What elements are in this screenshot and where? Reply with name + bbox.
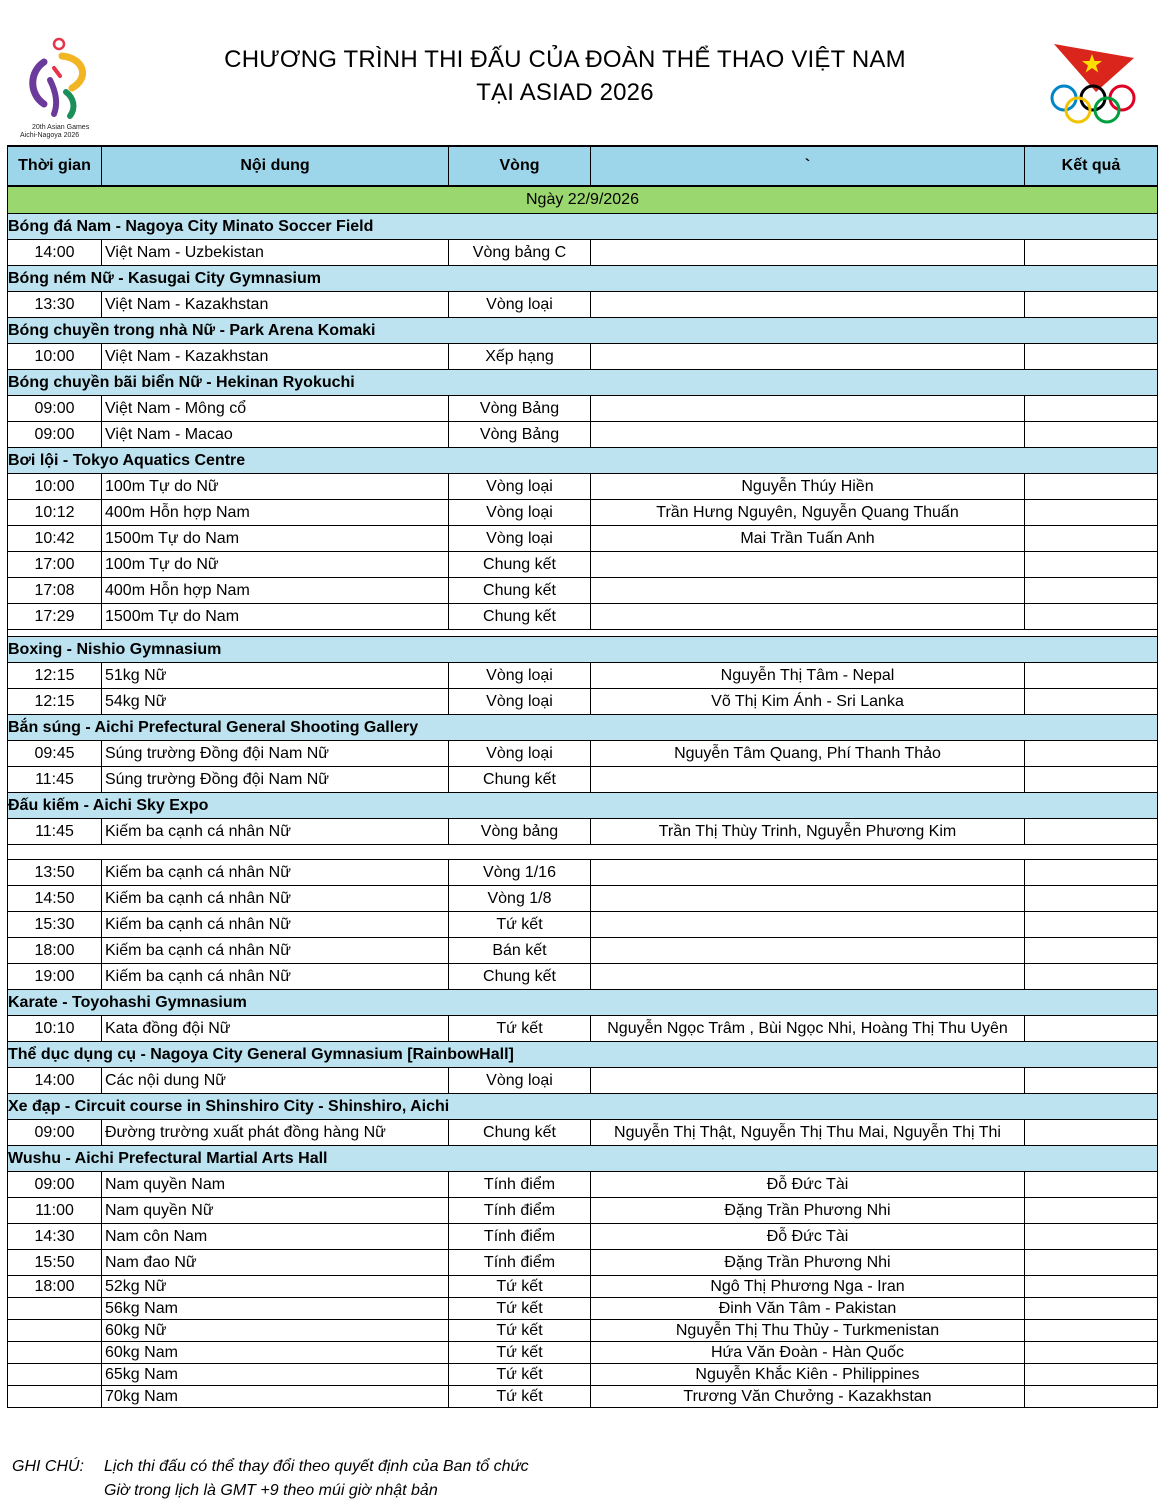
cell-athletes <box>591 552 1025 578</box>
cell-time: 09:00 <box>8 396 102 422</box>
cell-content: Kiếm ba cạnh cá nhân Nữ <box>102 938 449 964</box>
cell-athletes: Nguyễn Tâm Quang, Phí Thanh Thảo <box>591 741 1025 767</box>
cell-athletes <box>591 396 1025 422</box>
table-row <box>8 552 1158 578</box>
cell-content: Việt Nam - Kazakhstan <box>102 292 449 318</box>
section-header <box>8 793 1158 819</box>
table-row <box>8 422 1158 448</box>
cell-round: Vòng bảng <box>449 819 591 845</box>
cell-round: Vòng Bảng <box>449 396 591 422</box>
cell-result <box>1025 1172 1158 1198</box>
cell-round: Chung kết <box>449 578 591 604</box>
cell-result <box>1025 689 1158 715</box>
table-row <box>8 767 1158 793</box>
table-row <box>8 1172 1158 1198</box>
section-header <box>8 1146 1158 1172</box>
table-row <box>8 1364 1158 1386</box>
cell-athletes: Nguyễn Ngọc Trâm , Bùi Ngọc Nhi, Hoàng Thị Thu Uyên <box>591 1016 1025 1042</box>
cell-athletes: Hứa Văn Đoàn - Hàn Quốc <box>591 1342 1025 1364</box>
cell-athletes: Trương Văn Chưởng - Kazakhstan <box>591 1386 1025 1408</box>
table-row <box>8 1342 1158 1364</box>
cell-time: 14:00 <box>8 240 102 266</box>
cell-round: Vòng Bảng <box>449 422 591 448</box>
cell-result <box>1025 1320 1158 1342</box>
cell-result <box>1025 938 1158 964</box>
cell-content: Các nội dung Nữ <box>102 1068 449 1094</box>
cell-result <box>1025 1224 1158 1250</box>
cell-result <box>1025 912 1158 938</box>
cell-result <box>1025 474 1158 500</box>
cell-result <box>1025 396 1158 422</box>
cell-content: Kiếm ba cạnh cá nhân Nữ <box>102 912 449 938</box>
cell-result <box>1025 292 1158 318</box>
table-row <box>8 240 1158 266</box>
cell-time: 09:00 <box>8 1172 102 1198</box>
cell-content: Việt Nam - Mông cổ <box>102 396 449 422</box>
cell-time: 10:00 <box>8 474 102 500</box>
table-row <box>8 1016 1158 1042</box>
cell-content: Nam côn Nam <box>102 1224 449 1250</box>
cell-athletes: Đinh Văn Tâm - Pakistan <box>591 1298 1025 1320</box>
section-header <box>8 266 1158 292</box>
cell-round: Tứ kết <box>449 912 591 938</box>
cell-round: Tứ kết <box>449 1016 591 1042</box>
schedule-body <box>8 186 1158 1408</box>
cell-time: 14:00 <box>8 1068 102 1094</box>
section-title: Thể dục dụng cụ - Nagoya City General Gymnasium [RainbowHall] <box>8 1042 1158 1068</box>
column-header-athletes: ` <box>591 146 1025 186</box>
cell-result <box>1025 1120 1158 1146</box>
date-row <box>8 186 1158 214</box>
cell-time <box>8 1320 102 1342</box>
cell-round: Vòng loại <box>449 500 591 526</box>
cell-athletes <box>591 938 1025 964</box>
cell-round: Tứ kết <box>449 1364 591 1386</box>
section-title: Bóng ném Nữ - Kasugai City Gymnasium <box>8 266 1158 292</box>
cell-time: 09:00 <box>8 1120 102 1146</box>
page-subtitle: TẠI ASIAD 2026 <box>476 79 654 106</box>
section-title: Bắn súng - Aichi Prefectural General Shooting Gallery <box>8 715 1158 741</box>
logo-caption <box>20 124 110 140</box>
cell-round: Tính điểm <box>449 1250 591 1276</box>
table-row <box>8 1068 1158 1094</box>
cell-content: Kiếm ba cạnh cá nhân Nữ <box>102 964 449 990</box>
cell-time: 15:50 <box>8 1250 102 1276</box>
table-row <box>8 1224 1158 1250</box>
cell-athletes <box>591 860 1025 886</box>
cell-athletes: Nguyễn Thúy Hiền <box>591 474 1025 500</box>
cell-content: Đường trường xuất phát đồng hàng Nữ <box>102 1120 449 1146</box>
cell-round: Vòng loại <box>449 741 591 767</box>
cell-result <box>1025 860 1158 886</box>
section-title: Đấu kiếm - Aichi Sky Expo <box>8 793 1158 819</box>
section-title: Karate - Toyohashi Gymnasium <box>8 990 1158 1016</box>
section-title: Bơi lội - Tokyo Aquatics Centre <box>8 448 1158 474</box>
cell-content: Nam đao Nữ <box>102 1250 449 1276</box>
cell-round: Vòng loại <box>449 663 591 689</box>
cell-time: 17:08 <box>8 578 102 604</box>
page-title: CHƯƠNG TRÌNH THI ĐẤU CỦA ĐOÀN THỂ THAO VIỆT NAM <box>224 46 906 73</box>
cell-athletes: Nguyễn Thị Tâm - Nepal <box>591 663 1025 689</box>
table-row <box>8 1250 1158 1276</box>
cell-time: 17:00 <box>8 552 102 578</box>
cell-athletes: Nguyễn Thị Thu Thủy - Turkmenistan <box>591 1320 1025 1342</box>
cell-content: 56kg Nam <box>102 1298 449 1320</box>
cell-round: Chung kết <box>449 604 591 630</box>
cell-athletes: Mai Trần Tuấn Anh <box>591 526 1025 552</box>
section-header <box>8 637 1158 663</box>
cell-round: Tứ kết <box>449 1386 591 1408</box>
cell-athletes <box>591 1068 1025 1094</box>
table-row <box>8 1198 1158 1224</box>
cell-time: 11:45 <box>8 767 102 793</box>
cell-athletes: Đỗ Đức Tài <box>591 1172 1025 1198</box>
section-header <box>8 214 1158 240</box>
row-spacer <box>8 845 1158 860</box>
cell-time <box>8 1386 102 1408</box>
cell-content: 54kg Nữ <box>102 689 449 715</box>
table-row <box>8 1386 1158 1408</box>
cell-round: Tứ kết <box>449 1320 591 1342</box>
cell-content: 60kg Nam <box>102 1342 449 1364</box>
section-title: Bóng chuyền bãi biển Nữ - Hekinan Ryokuchi <box>8 370 1158 396</box>
cell-time: 11:00 <box>8 1198 102 1224</box>
section-title: Bóng đá Nam - Nagoya City Minato Soccer Field <box>8 214 1158 240</box>
cell-content: 400m Hỗn hợp Nam <box>102 578 449 604</box>
cell-content: Kata đồng đội Nữ <box>102 1016 449 1042</box>
cell-content: Kiếm ba cạnh cá nhân Nữ <box>102 860 449 886</box>
cell-result <box>1025 1364 1158 1386</box>
table-row <box>8 344 1158 370</box>
cell-athletes <box>591 767 1025 793</box>
cell-time: 10:10 <box>8 1016 102 1042</box>
cell-time: 12:15 <box>8 689 102 715</box>
cell-time: 10:42 <box>8 526 102 552</box>
cell-round: Vòng loại <box>449 474 591 500</box>
cell-round: Tính điểm <box>449 1224 591 1250</box>
cell-time: 14:30 <box>8 1224 102 1250</box>
cell-round: Chung kết <box>449 767 591 793</box>
cell-time: 18:00 <box>8 938 102 964</box>
cell-result <box>1025 604 1158 630</box>
cell-round: Vòng 1/8 <box>449 886 591 912</box>
section-header <box>8 715 1158 741</box>
cell-content: 1500m Tự do Nam <box>102 526 449 552</box>
cell-athletes: Ngô Thị Phương Nga - Iran <box>591 1276 1025 1298</box>
cell-result <box>1025 886 1158 912</box>
cell-round: Vòng loại <box>449 526 591 552</box>
note-label: GHI CHÚ: <box>12 1458 84 1475</box>
table-row <box>8 912 1158 938</box>
section-spacer <box>8 630 1158 637</box>
cell-athletes <box>591 886 1025 912</box>
cell-result <box>1025 1276 1158 1298</box>
table-row <box>8 741 1158 767</box>
cell-time: 12:15 <box>8 663 102 689</box>
section-header <box>8 1094 1158 1120</box>
note-line-1 <box>12 1458 529 1476</box>
cell-athletes <box>591 578 1025 604</box>
cell-time: 13:30 <box>8 292 102 318</box>
note-text-2: Giờ trong lịch là GMT +9 theo múi giờ nhật bản <box>104 1482 438 1499</box>
column-header-content: Nội dung <box>102 146 449 186</box>
note-text-1: Lịch thi đấu có thể thay đổi theo quyết định của Ban tổ chức <box>104 1458 529 1475</box>
cell-athletes: Nguyễn Khắc Kiên - Philippines <box>591 1364 1025 1386</box>
cell-content: Kiếm ba cạnh cá nhân Nữ <box>102 819 449 845</box>
table-row <box>8 964 1158 990</box>
cell-result <box>1025 578 1158 604</box>
table-row <box>8 819 1158 845</box>
table-row <box>8 604 1158 630</box>
cell-time: 18:00 <box>8 1276 102 1298</box>
cell-round: Vòng 1/16 <box>449 860 591 886</box>
cell-round: Bán kết <box>449 938 591 964</box>
cell-content: 52kg Nữ <box>102 1276 449 1298</box>
cell-time: 09:45 <box>8 741 102 767</box>
table-row <box>8 526 1158 552</box>
vietnam-olympic-logo-icon <box>1046 40 1142 126</box>
table-row <box>8 1298 1158 1320</box>
cell-round: Tứ kết <box>449 1342 591 1364</box>
cell-athletes: Nguyễn Thị Thật, Nguyễn Thị Thu Mai, Nguyễn Thị Thi <box>591 1120 1025 1146</box>
cell-time <box>8 1364 102 1386</box>
cell-time <box>8 1298 102 1320</box>
table-row <box>8 663 1158 689</box>
cell-round: Tính điểm <box>449 1172 591 1198</box>
section-header <box>8 448 1158 474</box>
cell-time: 09:00 <box>8 422 102 448</box>
cell-result <box>1025 552 1158 578</box>
logo-caption-line2: Aichi-Nagoya 2026 <box>20 132 80 139</box>
table-row <box>8 886 1158 912</box>
logo-caption-line1: 20th Asian Games <box>32 124 90 131</box>
note-line-2 <box>12 1482 438 1500</box>
cell-result <box>1025 526 1158 552</box>
cell-athletes <box>591 344 1025 370</box>
cell-time: 13:50 <box>8 860 102 886</box>
cell-athletes <box>591 292 1025 318</box>
cell-content: Việt Nam - Uzbekistan <box>102 240 449 266</box>
cell-round: Vòng bảng C <box>449 240 591 266</box>
cell-round: Chung kết <box>449 552 591 578</box>
cell-athletes <box>591 912 1025 938</box>
cell-content: Nam quyền Nam <box>102 1172 449 1198</box>
table-row <box>8 938 1158 964</box>
cell-result <box>1025 663 1158 689</box>
cell-content: Việt Nam - Macao <box>102 422 449 448</box>
section-title: Wushu - Aichi Prefectural Martial Arts Hall <box>8 1146 1158 1172</box>
cell-content: Kiếm ba cạnh cá nhân Nữ <box>102 886 449 912</box>
cell-time: 10:00 <box>8 344 102 370</box>
date-label: Ngày 22/9/2026 <box>8 186 1158 214</box>
section-title: Xe đạp - Circuit course in Shinshiro City - Shinshiro, Aichi <box>8 1094 1158 1120</box>
cell-result <box>1025 1198 1158 1224</box>
cell-result <box>1025 964 1158 990</box>
cell-result <box>1025 1386 1158 1408</box>
cell-content: 1500m Tự do Nam <box>102 604 449 630</box>
cell-result <box>1025 1068 1158 1094</box>
cell-result <box>1025 1016 1158 1042</box>
column-header-round: Vòng <box>449 146 591 186</box>
table-row <box>8 860 1158 886</box>
cell-content: 60kg Nữ <box>102 1320 449 1342</box>
section-header <box>8 990 1158 1016</box>
table-row <box>8 500 1158 526</box>
table-row <box>8 578 1158 604</box>
cell-time: 11:45 <box>8 819 102 845</box>
cell-athletes: Đặng Trần Phương Nhi <box>591 1250 1025 1276</box>
cell-time <box>8 1342 102 1364</box>
cell-athletes <box>591 422 1025 448</box>
cell-time: 14:50 <box>8 886 102 912</box>
cell-content: 51kg Nữ <box>102 663 449 689</box>
cell-athletes: Đặng Trần Phương Nhi <box>591 1198 1025 1224</box>
table-row <box>8 1276 1158 1298</box>
spacer-cell <box>8 845 1158 860</box>
column-header-time: Thời gian <box>8 146 102 186</box>
cell-athletes: Trần Hưng Nguyên, Nguyễn Quang Thuấn <box>591 500 1025 526</box>
cell-round: Tứ kết <box>449 1276 591 1298</box>
section-header <box>8 318 1158 344</box>
page-header <box>0 0 1170 145</box>
cell-result <box>1025 741 1158 767</box>
cell-result <box>1025 1250 1158 1276</box>
schedule-table <box>7 145 1158 1408</box>
cell-result <box>1025 500 1158 526</box>
cell-content: 65kg Nam <box>102 1364 449 1386</box>
section-header <box>8 1042 1158 1068</box>
cell-round: Chung kết <box>449 1120 591 1146</box>
cell-round: Chung kết <box>449 964 591 990</box>
cell-athletes: Đỗ Đức Tài <box>591 1224 1025 1250</box>
cell-content: 400m Hỗn hợp Nam <box>102 500 449 526</box>
table-row <box>8 689 1158 715</box>
cell-result <box>1025 767 1158 793</box>
table-header-row <box>8 146 1158 186</box>
cell-content: 70kg Nam <box>102 1386 449 1408</box>
cell-time: 10:12 <box>8 500 102 526</box>
spacer-cell <box>8 630 1158 637</box>
cell-content: Việt Nam - Kazakhstan <box>102 344 449 370</box>
table-row <box>8 1320 1158 1342</box>
cell-round: Tứ kết <box>449 1298 591 1320</box>
cell-result <box>1025 344 1158 370</box>
cell-time: 15:30 <box>8 912 102 938</box>
cell-content: 100m Tự do Nữ <box>102 474 449 500</box>
cell-content: Súng trường Đồng đội Nam Nữ <box>102 767 449 793</box>
cell-athletes: Võ Thị Kim Ánh - Sri Lanka <box>591 689 1025 715</box>
cell-round: Xếp hạng <box>449 344 591 370</box>
cell-time: 17:29 <box>8 604 102 630</box>
cell-round: Vòng loại <box>449 1068 591 1094</box>
section-header <box>8 370 1158 396</box>
section-title: Boxing - Nishio Gymnasium <box>8 637 1158 663</box>
cell-round: Vòng loại <box>449 689 591 715</box>
cell-result <box>1025 422 1158 448</box>
cell-athletes: Trần Thị Thùy Trinh, Nguyễn Phương Kim <box>591 819 1025 845</box>
cell-result <box>1025 819 1158 845</box>
cell-content: 100m Tự do Nữ <box>102 552 449 578</box>
table-row <box>8 1120 1158 1146</box>
cell-result <box>1025 1298 1158 1320</box>
cell-round: Vòng loại <box>449 292 591 318</box>
table-row <box>8 396 1158 422</box>
cell-athletes <box>591 240 1025 266</box>
table-row <box>8 292 1158 318</box>
cell-content: Nam quyền Nữ <box>102 1198 449 1224</box>
cell-athletes <box>591 604 1025 630</box>
cell-content: Súng trường Đồng đội Nam Nữ <box>102 741 449 767</box>
cell-athletes <box>591 964 1025 990</box>
column-header-result: Kết quả <box>1025 146 1158 186</box>
table-row <box>8 474 1158 500</box>
cell-result <box>1025 1342 1158 1364</box>
section-title: Bóng chuyền trong nhà Nữ - Park Arena Komaki <box>8 318 1158 344</box>
cell-time: 19:00 <box>8 964 102 990</box>
cell-round: Tính điểm <box>449 1198 591 1224</box>
cell-result <box>1025 240 1158 266</box>
